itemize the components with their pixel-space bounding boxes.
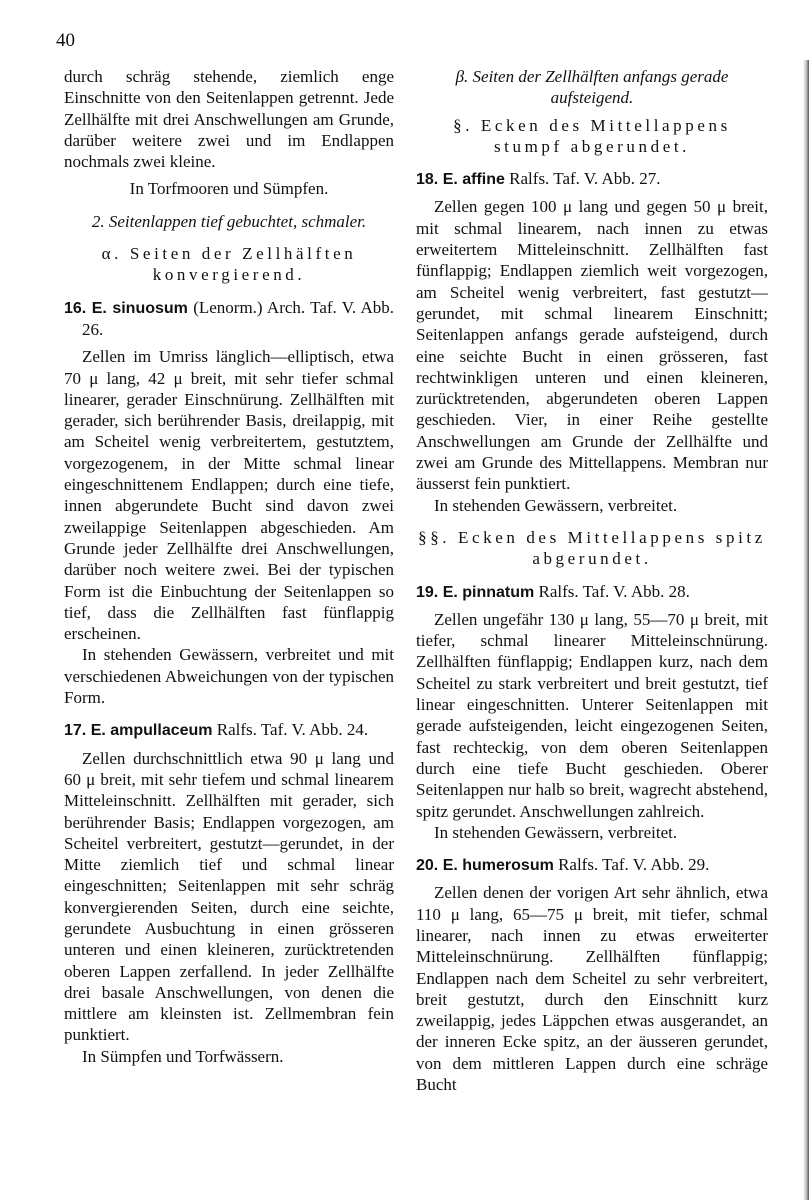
species-description: Zellen denen der vorigen Art sehr ähnlich, etwa 110 μ lang, 65—75 μ breit, mit tiefer, schmal linearer, nach innen zu etwas erweiterter Mitteleinschnürung. Zellhälften fünflappig; Endlappen nach dem Scheitel zu sehr verbreitert, breit gestutzt, durch den Einschnitt kurz zweilappig, jedes Läppchen etwas ausgerandet, an der inneren Ecke spitz, an der äusseren gerundet, von dem mittleren Lappen durch eine schräge Bucht bbox=[416, 883, 768, 1095]
species-name: 18. E. affine bbox=[416, 171, 505, 189]
habitat-note: In stehenden Gewässern, verbreitet. bbox=[434, 495, 678, 515]
page-number: 40 bbox=[56, 30, 75, 51]
species-reference: Ralfs. Taf. V. Abb. 29. bbox=[553, 855, 710, 875]
species-heading bbox=[416, 581, 768, 603]
species-heading bbox=[416, 854, 768, 876]
habitat-note: In stehenden Gewässern, verbreitet. bbox=[434, 822, 678, 842]
species-heading bbox=[64, 719, 394, 741]
species-reference: (Lenorm.) Arch. Taf. V. Abb. 26. bbox=[82, 297, 395, 339]
species-name: 16. E. sinuosum bbox=[64, 299, 188, 317]
species-reference: Ralfs. Taf. V. Abb. 27. bbox=[504, 169, 661, 189]
species-description: Zellen ungefähr 130 μ lang, 55—70 μ breit, mit tiefer, schmal linearer Mitteleinschnürung. Zellhälften fünflappig; Endlappen kurz, nach dem Scheitel zu stark verbreitert und breit gestutzt, tief linear eingeschnitten. Unterer Seitenlappen mit gerade aufsteigenden, leicht eingezogenen Seiten, fast rechteckig, von dem oberen Seitenlappen durch eine tiefe Bucht geschieden. Oberer Seitenlappen nur halb so breit, wagrecht abstehend, spitz gerundet. Anschwellungen zahlreich. bbox=[416, 609, 768, 821]
group-heading: 2. Seitenlappen tief gebuchtet, schmaler. bbox=[91, 211, 367, 231]
subgroup-heading: §. Ecken des Mittellappens stumpf abgerundet. bbox=[453, 115, 731, 156]
subgroup-heading: α. Seiten der Zellhälften konvergierend. bbox=[101, 244, 357, 285]
subgroup-heading: §§. Ecken des Mittellappens spitz abgerundet. bbox=[418, 527, 766, 569]
habitat-note: In Sümpfen und Torfwässern. bbox=[82, 1046, 284, 1066]
species-heading bbox=[416, 168, 768, 190]
species-name: 19. E. pinnatum bbox=[416, 583, 535, 601]
continued-description: durch schräg stehende, ziemlich enge Einschnitte von den Seitenlappen getrennt. Jede Zellhälfte mit drei Anschwellungen am Grunde, darüber weitere zwei und im Endlappen nochmals zwei kleine. bbox=[64, 67, 394, 172]
species-description: Zellen gegen 100 μ lang und gegen 50 μ breit, mit schmal linearem, nach innen zu etwas erweitertem Mitteleinschnitt. Zellhälften fast fünflappig; Endlappen ziemlich weit vorgezogen, am Scheitel wenig verbreitert, fast gestutzt—gerundet, mit schmal linearem Einschnitt; Seitenlappen anfangs gerade aufsteigend, durch eine seichte Bucht in einen grösseren, fast rechtwinkligen unteren und einen kleineren, zurücktretenden, abgerundeten oberen Lappen geschieden. Vier, in einer Reihe gestellte Anschwellungen am Grunde der Zellhälfte und zwei am Grunde des Mittellappens. Membran nur äusserst fein punktiert. bbox=[416, 197, 768, 494]
species-reference: Ralfs. Taf. V. Abb. 28. bbox=[534, 581, 690, 601]
species-description: Zellen durchschnittlich etwa 90 μ lang und 60 μ breit, mit sehr tiefem und schmal linearem Mitteleinschnitt. Zellhälften mit gerader, sich berührender Basis; Endlappen vorgezogen, am Scheitel verbreitert, gestutzt—gerundet, in der Mitte ziemlich tief und schmal linear eingeschnitten; Seitenlappen mit sehr schräg konvergierenden Seiten, durch eine seichte, gerundete Ausbuchtung in einen grösseren unteren und einen kleineren, zurücktretenden oberen Lappen zerfallend. In jeder Zellhälfte drei basale Anschwellungen, von denen die mittlere am kleinsten ist. Zellmembran fein punktiert. bbox=[64, 748, 394, 1045]
habitat-note: In Torfmooren und Sümpfen. bbox=[129, 179, 329, 199]
right-column bbox=[416, 66, 768, 1095]
species-heading bbox=[64, 297, 394, 341]
species-reference: Ralfs. Taf. V. Abb. 24. bbox=[212, 720, 369, 740]
species-description: Zellen im Umriss länglich—elliptisch, etwa 70 μ lang, 42 μ breit, mit sehr tiefer schmal linearer, gerader Einschnürung. Zellhälften mit gerader, sich berührender Basis, dreilappig, mit am Scheitel wenig verbreitertem, gestutztem, vorgezogenem, in der Mitte schmal linear eingeschnittenem Endlappen; durch eine tiefe, innen abgerundete Bucht sind davon zwei zweilappige Seitenlappen abgeschieden. Am Grunde jeder Zellhälfte drei Anschwellungen, darüber noch weitere zwei. Bei der typischen Form ist die Einbuchtung der Seitenlappen so tief, dass die Zellhälften fast fünflappig erscheinen. bbox=[64, 347, 394, 644]
species-name: 17. E. ampullaceum bbox=[64, 722, 213, 740]
subgroup-heading: β. Seiten der Zellhälften anfangs gerade aufsteigend. bbox=[455, 67, 729, 108]
left-column bbox=[64, 66, 394, 1067]
habitat-note: In stehenden Gewässern, verbreitet und mit verschiedenen Abweichungen von der typischen Form. bbox=[64, 645, 394, 708]
page-edge-shadow bbox=[803, 60, 809, 1200]
species-name: 20. E. humerosum bbox=[416, 857, 554, 875]
